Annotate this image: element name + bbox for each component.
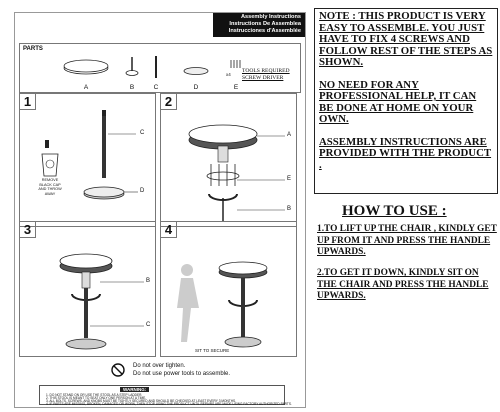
warning-line-4: 4. IF PARTS ARE MISSING, BROKEN, DAMAGED OR WORN, THEN STOP USING THE PRODUCT UNTIL REPAIRS ARE MADE USING FACTORY AUTHORIZED PARTS. [46, 402, 292, 406]
no-power-tool-icon [111, 363, 125, 377]
part-letter-c: C [153, 84, 159, 91]
tools-required-line-2: SCREW DRIVER [242, 75, 284, 81]
note-paragraph-2: NO NEED FOR ANY PROFESSIONAL HELP, IT CAN BE DONE AT HOME ON YOUR OWN. [319, 78, 477, 125]
warning-title: WARNING: [120, 387, 149, 392]
how-to-use-item-1: 1.TO LIFT UP THE CHAIR , KINDLY GET UP FROM IT AND PRESS THE HANDLE UPWARDS. [317, 224, 497, 257]
step-1-cap-note-line-1: REMOVE [41, 178, 59, 182]
note-box [314, 8, 498, 194]
step-4-illustration [161, 222, 298, 358]
step-1-callout-d: D [140, 188, 145, 194]
step-1-cap-note [34, 178, 66, 196]
step-1-cap-note-line-4: AWAY [44, 191, 56, 196]
tools-required-line-1: TOOLS REQUIRED [242, 68, 290, 74]
caution-line-2: Do not use power tools to assemble. [133, 371, 231, 377]
header-title-line-3: Instrucciones d'Assemblée [228, 28, 301, 34]
step-2-panel [160, 93, 297, 227]
part-letter-e: E [233, 84, 239, 91]
note-paragraph-3: ASSEMBLY INSTRUCTIONS ARE PROVIDED WITH THE PRODUCT . [319, 135, 492, 171]
step-3-number: 3 [20, 222, 36, 238]
step-1-number: 1 [20, 94, 36, 110]
step-2-callout-a: A [287, 132, 292, 138]
assembly-sheet [14, 12, 306, 408]
step-1-cap-note-line-3: AND THROW [38, 187, 62, 192]
step-1-callout-c: C [140, 130, 145, 136]
part-letter-a: A [83, 84, 89, 91]
step-3-callout-c: C [146, 322, 151, 328]
header-title-line-2: Instructions De Assemblea [229, 21, 301, 27]
step-2-illustration [161, 94, 298, 228]
step-2-callout-e: E [287, 176, 292, 182]
step-2-number: 2 [161, 94, 177, 110]
warning-box [39, 385, 292, 406]
how-to-use-title: HOW TO USE : [342, 203, 447, 219]
step-3-illustration [20, 222, 157, 358]
parts-box [19, 43, 301, 93]
step-4-panel [160, 221, 297, 357]
step-2-callout-b: B [287, 206, 292, 212]
sheet-header [15, 13, 305, 37]
logo-area [15, 13, 205, 37]
header-title-line-1: Assembly Instructions [241, 14, 301, 20]
how-to-use-item-2: 2.TO GET IT DOWN, KINDLY SIT ON THE CHAIR AND PRESS THE HANDLE UPWARDS. [317, 268, 489, 301]
parts-label: PARTS [23, 46, 43, 52]
step-3-callout-b: B [146, 278, 151, 284]
screw-quantity: x4 [226, 72, 231, 77]
caution-line-1: Do not over tighten. [133, 363, 186, 369]
note-paragraph-1: NOTE : THIS PRODUCT IS VERY EASY TO ASSEMBLE. YOU JUST HAVE TO FIX 4 SCREWS AND FOLLOW REST OF THE STEPS AS SHOWN. [319, 10, 493, 68]
caution-row [111, 363, 271, 385]
step-1-illustration [20, 94, 157, 228]
step-1-panel [19, 93, 156, 227]
step-4-number: 4 [161, 222, 177, 238]
warning-line-1: 1. DO NOT STAND ON OR USE THE STOOL AS A STEP LADDER. [46, 393, 143, 397]
warning-line-3: 3. ALL BOLTS, SCREWS, AND KNOBS MUST BE TIGHTLY SECURED AND SHOULD BE CHECKED AT LEAST EVERY 3 MONTHS. [46, 399, 237, 403]
part-letter-b: B [129, 84, 135, 91]
step-4-sit-note: SIT TO SECURE [195, 348, 230, 353]
tools-required [242, 68, 290, 82]
warning-line-2: 2. THIS STOOL IS MEANT TO SEAT ONLY ONE PERSON AT A TIME. [46, 396, 147, 400]
part-letter-d: D [193, 84, 199, 91]
step-1-cap-note-line-2: BLACK CAP [39, 182, 61, 187]
step-3-panel [19, 221, 156, 357]
header-title-block [213, 13, 305, 37]
